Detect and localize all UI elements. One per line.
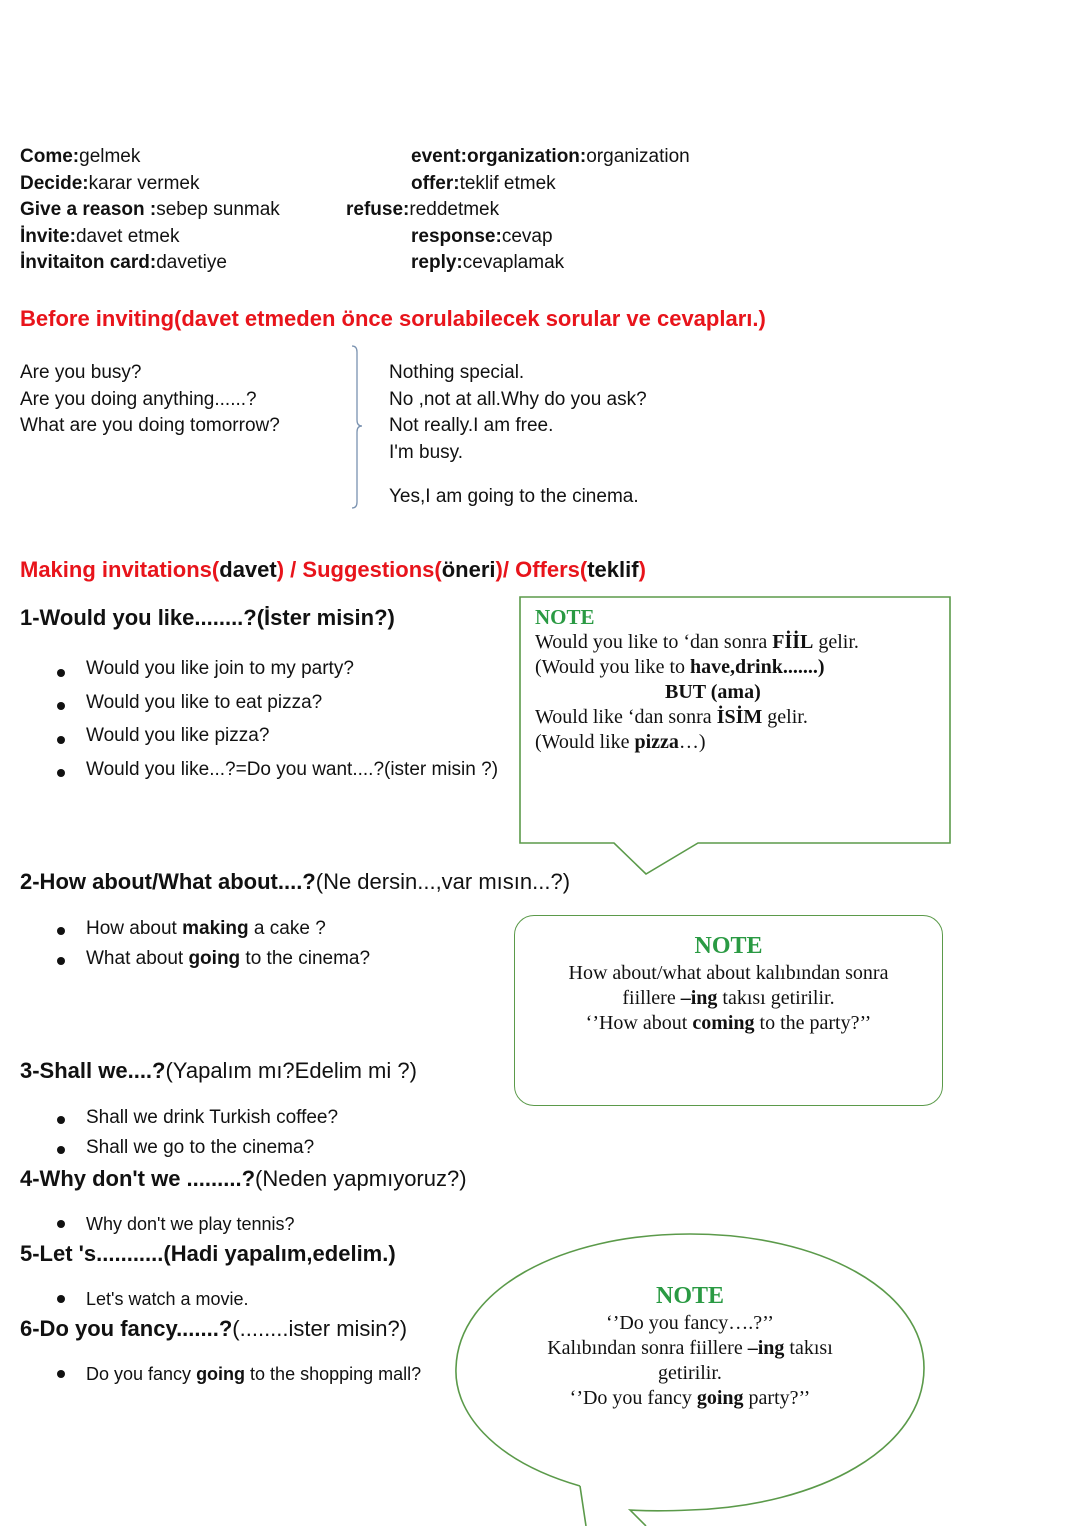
list-item: Let's watch a movie.	[20, 1286, 249, 1312]
note-line: Would you like to ‘dan sonra FİİL gelir.	[535, 631, 859, 653]
vocab-item: Give a reason :sebep sunmak	[20, 199, 280, 221]
note-line: Kalıbından sonra fiillere –ing takısı	[547, 1337, 833, 1359]
note-3	[480, 1281, 900, 1411]
vocab-item: İnvitaiton card:davetiye	[20, 252, 227, 274]
note-title: NOTE	[535, 605, 595, 629]
section-title-lets: 5-Let 's...........(Hadi yapalım,edelim.)	[20, 1241, 396, 1266]
question-item: Are you busy?	[20, 362, 142, 383]
note-2	[514, 931, 943, 1036]
answer-item: Nothing special.	[389, 362, 525, 383]
list-item: Why don't we play tennis?	[20, 1211, 295, 1237]
list-item: How about making a cake ?	[20, 916, 370, 946]
question-item: What are you doing tomorrow?	[20, 415, 280, 436]
section-title-how-about: 2-How about/What about....?(Ne dersin...,var mısın...?)	[20, 869, 571, 894]
answer-item: I'm busy.	[389, 441, 464, 463]
before-inviting-answers	[389, 360, 647, 466]
section-title-shall-we: 3-Shall we....?(Yapalım mı?Edelim mi ?)	[20, 1058, 417, 1083]
list-item: Would you like pizza?	[20, 723, 498, 757]
section-4-list	[20, 1211, 295, 1237]
vocab-item: event:organization:organization	[411, 146, 690, 167]
answer-item: No ,not at all.Why do you ask?	[389, 388, 647, 410]
section-5-list	[20, 1286, 249, 1312]
note-1	[535, 605, 945, 755]
section-3-list	[20, 1105, 338, 1165]
question-item: Are you doing anything......?	[20, 388, 257, 410]
note-line: ‘’How about coming to the party?’’	[585, 1012, 872, 1034]
list-item: Do you fancy going to the shopping mall?	[20, 1361, 421, 1387]
list-item: Shall we drink Turkish coffee?	[20, 1105, 338, 1135]
making-invitations-heading: Making invitations(davet) / Suggestions(öneri)/ Offers(teklif)	[20, 557, 646, 582]
note-line: fiillere –ing takısı getirilir.	[622, 987, 835, 1009]
vocab-item: İnvite:davet etmek	[20, 225, 180, 247]
list-item: Shall we go to the cinema?	[20, 1135, 338, 1165]
answer-item: Yes,I am going to the cinema.	[389, 486, 639, 507]
note-line: Would like ‘dan sonra İSİM gelir.	[535, 706, 808, 728]
before-inviting-questions	[20, 360, 280, 440]
before-inviting-heading: Before inviting(davet etmeden önce sorulabilecek sorular ve cevapları.)	[20, 306, 766, 331]
section-title-do-you-fancy: 6-Do you fancy.......?(........ister misin?)	[20, 1316, 408, 1341]
list-item: Would you like join to my party?	[20, 656, 498, 690]
note-line: BUT (ama)	[665, 681, 761, 703]
section-title-why-dont-we: 4-Why don't we .........?(Neden yapmıyoruz?)	[20, 1166, 467, 1191]
section-title-would-you-like: 1-Would you like........?(İster misin?)	[20, 605, 395, 630]
list-item: What about going to the cinema?	[20, 946, 370, 976]
note-line: (Would like pizza…)	[535, 731, 706, 753]
note-title: NOTE	[655, 1283, 724, 1309]
vocab-item: Decide:karar vermek	[20, 172, 200, 194]
bracket-icon	[340, 344, 364, 512]
section-6-list	[20, 1361, 421, 1387]
note-line: getirilir.	[658, 1362, 722, 1384]
answer-item: Not really.I am free.	[389, 415, 554, 436]
list-item: Would you like...?=Do you want....?(ister misin ?)	[20, 757, 498, 791]
vocab-left	[20, 144, 280, 277]
note-line: ‘’Do you fancy….?’’	[606, 1312, 774, 1334]
vocab-item: response:cevap	[411, 226, 553, 247]
section-1-list	[20, 656, 498, 790]
note-line: ‘’Do you fancy going party?’’	[569, 1387, 811, 1409]
note-title: NOTE	[694, 933, 763, 959]
note-line: (Would you like to have,drink.......)	[535, 656, 825, 678]
vocab-item: reply:cevaplamak	[411, 252, 565, 273]
note-line: How about/what about kalıbından sonra	[568, 962, 889, 984]
vocab-item: refuse:reddetmek	[346, 199, 500, 220]
list-item: Would you like to eat pizza?	[20, 690, 498, 724]
vocab-item: offer:teklif etmek	[411, 173, 556, 194]
section-2-list	[20, 916, 370, 976]
vocab-item: Come:gelmek	[20, 146, 141, 167]
